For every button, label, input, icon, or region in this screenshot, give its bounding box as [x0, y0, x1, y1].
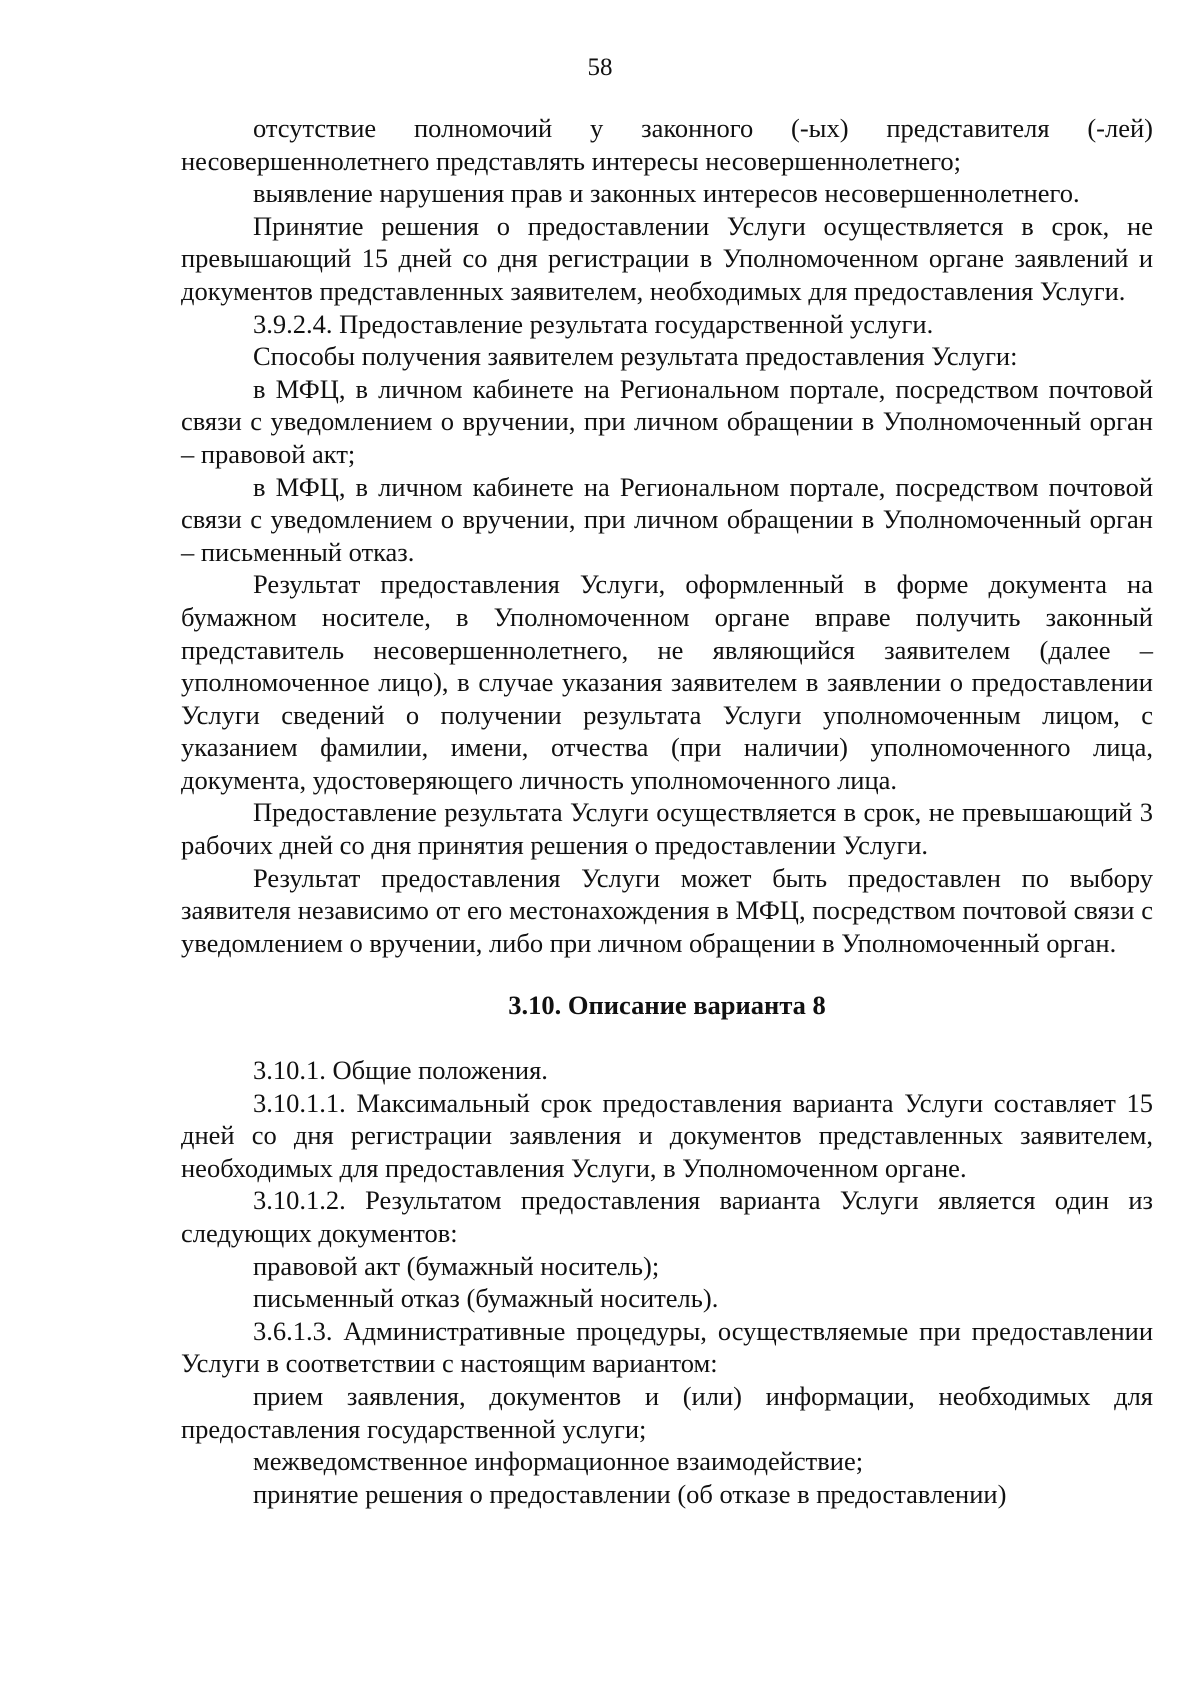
paragraph: Предоставление результата Услуги осуществляется в срок, не превышающий 3 рабочих дней со дня принятия решения о предоставлении Услуги. — [181, 797, 1153, 861]
paragraph: 3.10.1.1. Максимальный срок предоставления варианта Услуги составляет 15 дней со дня регистрации заявления и документов представленных заявителем, необходимых для предоставления Услуги, в Уполномоченном органе. — [181, 1087, 1153, 1183]
list-item: межведомственное информационное взаимодействие; — [253, 1446, 864, 1477]
list-item: прием заявления, документов и (или) информации, необходимых для предоставления государственной услуги; — [181, 1380, 1153, 1444]
spacer — [181, 959, 1153, 989]
paragraph: 3.9.2.4. Предоставление результата государственной услуги. — [253, 308, 934, 339]
list-item: принятие решения о предоставлении (об отказе в предоставлении) — [253, 1478, 1007, 1509]
paragraph: выявление нарушения прав и законных интересов несовершеннолетнего. — [253, 178, 1080, 209]
paragraph: 3.10.1. Общие положения. — [253, 1055, 548, 1086]
paragraph: Способы получения заявителем результата предоставления Услуги: — [253, 341, 1018, 372]
paragraph: 3.10.1.2. Результатом предоставления варианта Услуги является один из следующих документов: — [181, 1185, 1153, 1248]
page-number: 58 — [587, 54, 613, 81]
paragraph: в МФЦ, в личном кабинете на Региональном портале, посредством почтовой связи с уведомлением о вручении, при личном обращении в Уполномоченный орган – правовой акт; — [181, 373, 1153, 469]
paragraph: 3.6.1.3. Административные процедуры, осуществляемые при предоставлении Услуги в соответствии с настоящим вариантом: — [181, 1315, 1153, 1379]
paragraph: в МФЦ, в личном кабинете на Региональном портале, посредством почтовой связи с уведомлением о вручении, при личном обращении в Уполномоченный орган – письменный отказ. — [181, 471, 1153, 567]
paragraph: Результат предоставления Услуги может быть предоставлен по выбору заявителя независимо от его местонахождения в МФЦ, посредством почтовой связи с уведомлением о вручении, либо при личном обращении в Уполномоченный орган. — [181, 862, 1153, 958]
list-item: письменный отказ (бумажный носитель). — [253, 1283, 719, 1314]
paragraph: Принятие решения о предоставлении Услуги осуществляется в срок, не превышающий 15 дней со дня регистрации в Уполномоченном органе заявлений и документов представленных заявителем, необходимых для предоставления Услуги. — [181, 210, 1153, 306]
document-body — [181, 112, 1153, 1510]
paragraph: Результат предоставления Услуги, оформленный в форме документа на бумажном носителе, в Уполномоченном органе вправе получить законный представитель несовершеннолетнего, не являющийся заявителем (далее – уполномоченное лицо), в случае указания заявителем в заявлении о предоставлении Услуги сведений о получении результата Услуги уполномоченным лицом, с указанием фамилии, имени, отчества (при наличии) уполномоченного лица, документа, удостоверяющего личность уполномоченного лица. — [181, 569, 1153, 795]
section-heading: 3.10. Описание варианта 8 — [508, 990, 826, 1021]
list-item: правовой акт (бумажный носитель); — [253, 1250, 660, 1281]
spacer — [181, 1022, 1153, 1054]
paragraph: отсутствие полномочий у законного (-ых) представителя (-лей) несовершеннолетнего представлять интересы несовершеннолетнего; — [181, 113, 1153, 176]
